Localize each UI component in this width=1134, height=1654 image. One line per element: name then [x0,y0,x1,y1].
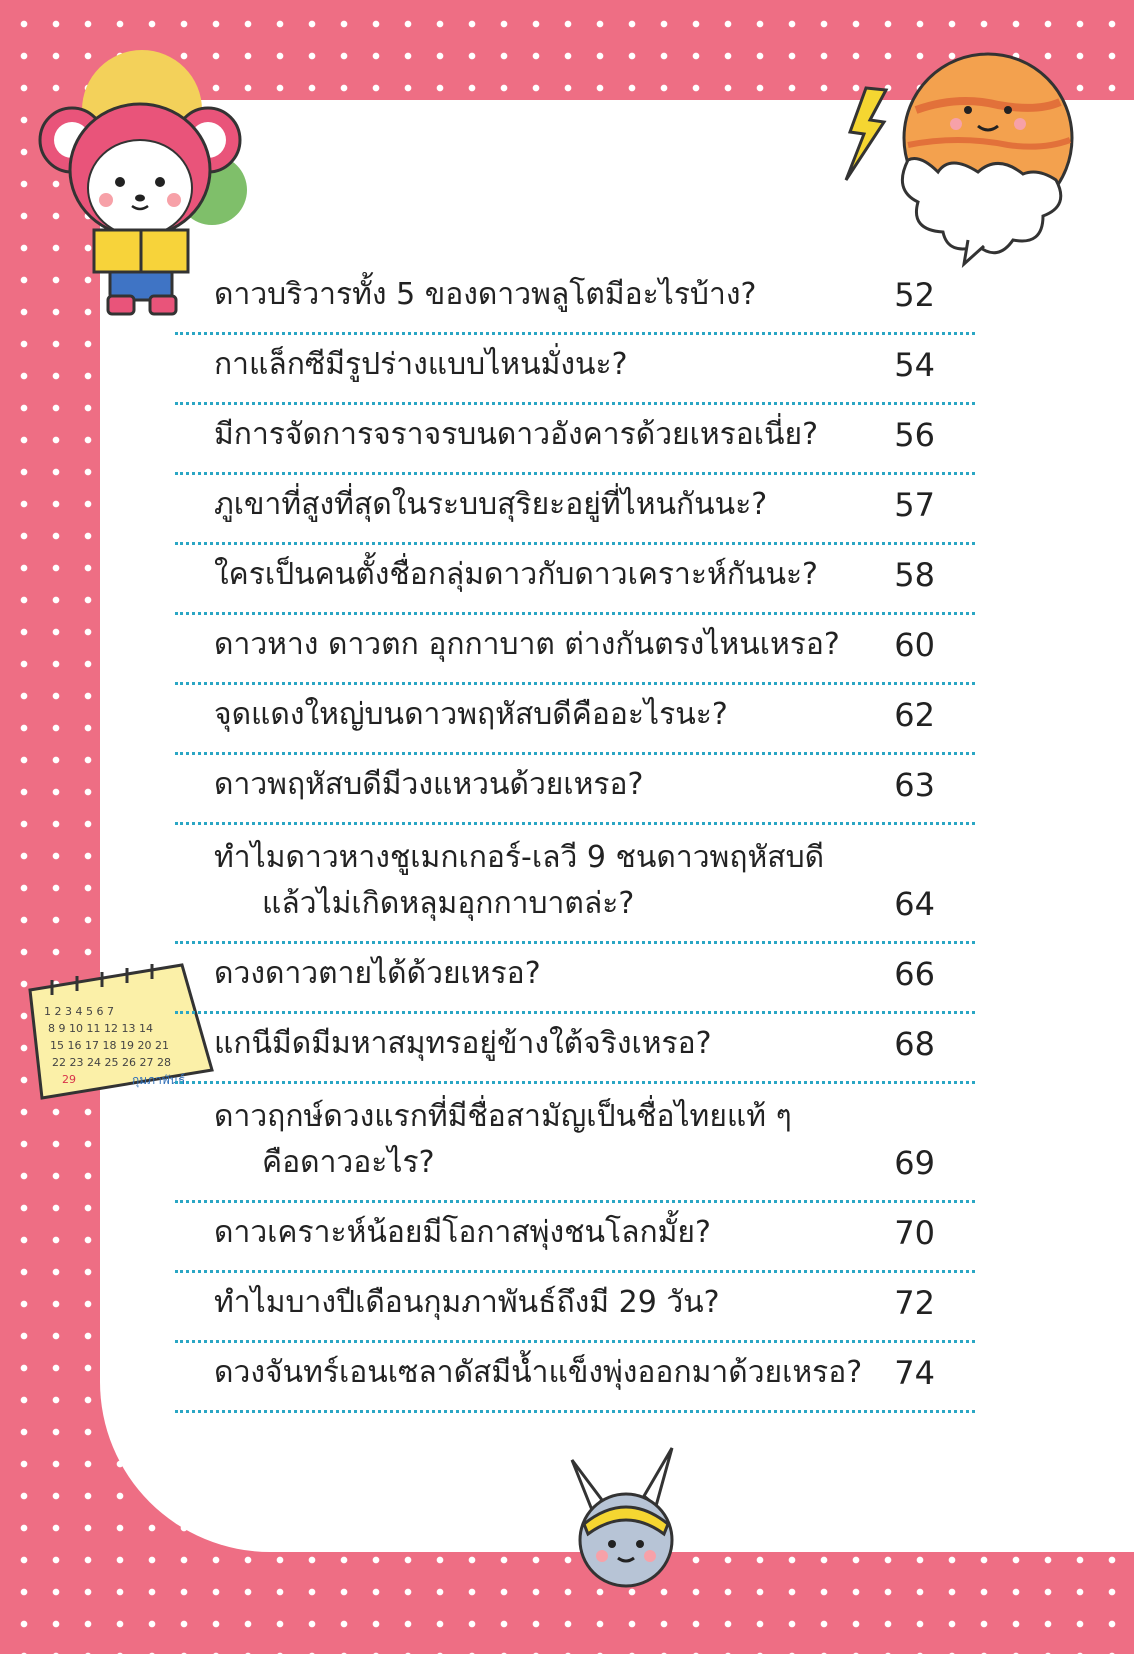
toc-entry-page: 66 [894,955,935,993]
svg-text:22 23 24 25 26 27 28: 22 23 24 25 26 27 28 [52,1056,171,1069]
toc-entry[interactable] [175,1343,975,1413]
toc-entry-page: 57 [894,486,935,524]
toc-entry-title: ดาวบริวารทั้ง 5 ของดาวพลูโตมีอะไรบ้าง? [214,277,757,312]
toc-entry[interactable] [175,1014,975,1084]
svg-text:15 16 17 18 19 20 21: 15 16 17 18 19 20 21 [50,1039,169,1052]
toc-entry[interactable] [175,615,975,685]
table-of-contents [175,265,975,1413]
toc-entry-page: 63 [894,766,935,804]
svg-text:29: 29 [62,1073,76,1086]
toc-entry[interactable] [175,825,975,944]
toc-entry-title: แกนีมีดมีมหาสมุทรอยู่ข้างใต้จริงเหรอ? [214,1026,712,1061]
toc-entry[interactable] [175,405,975,475]
toc-entry[interactable] [175,545,975,615]
toc-entry-title-line1: ทำไมดาวหางชูเมกเกอร์-เลวี 9 ชนดาวพฤหัสบดี [214,840,825,875]
toc-entry-page: 68 [894,1025,935,1063]
toc-entry-title: ใครเป็นคนตั้งชื่อกลุ่มดาวกับดาวเคราะห์กันนะ? [214,557,818,592]
toc-entry-page: 58 [894,556,935,594]
toc-entry-page: 70 [894,1214,935,1252]
toc-entry-title: มีการจัดการจราจรบนดาวอังคารด้วยเหรอเนี่ย? [214,417,819,452]
toc-entry[interactable] [175,265,975,335]
toc-entry-title: ดวงจันทร์เอนเซลาดัสมีน้ำแข็งพุ่งออกมาด้วยเหรอ? [214,1355,863,1390]
toc-entry-title [214,835,824,927]
svg-text:8 9 10 11 12 13 14: 8 9 10 11 12 13 14 [48,1022,153,1035]
toc-entry-title: ทำไมบางปีเดือนกุมภาพันธ์ถึงมี 29 วัน? [214,1285,720,1320]
svg-text:1 2 3 4 5 6 7: 1 2 3 4 5 6 7 [44,1005,114,1018]
moon-character-icon [562,1440,692,1590]
toc-entry-page: 64 [894,885,935,923]
toc-entry-title-line2: คือดาวอะไร? [262,1145,435,1180]
toc-entry-title: จุดแดงใหญ่บนดาวพฤหัสบดีคืออะไรนะ? [214,697,728,732]
toc-entry-title: ดาวหาง ดาวตก อุกกาบาต ต่างกันตรงไหนเหรอ? [214,627,840,662]
toc-entry-title-line1: ดาวฤกษ์ดวงแรกที่มีชื่อสามัญเป็นชื่อไทยแท้ ๆ [214,1099,792,1134]
toc-entry[interactable] [175,685,975,755]
toc-entry[interactable] [175,1203,975,1273]
toc-entry[interactable] [175,475,975,545]
toc-entry-page: 62 [894,696,935,734]
toc-entry-page: 52 [894,276,935,314]
toc-entry-page: 74 [894,1354,935,1392]
toc-entry-page: 60 [894,626,935,664]
toc-entry-title: กาแล็กซีมีรูปร่างแบบไหนมั่งนะ? [214,347,628,382]
toc-entry[interactable] [175,755,975,825]
toc-entry-title-line2: แล้วไม่เกิดหลุมอุกกาบาตล่ะ? [262,886,635,921]
toc-entry-page: 54 [894,346,935,384]
toc-entry-title [214,1094,792,1186]
toc-entry-page: 56 [894,416,935,454]
toc-entry-page: 72 [894,1284,935,1322]
toc-entry[interactable] [175,335,975,405]
toc-entry-title: ภูเขาที่สูงที่สุดในระบบสุริยะอยู่ที่ไหนกันนะ? [214,487,768,522]
toc-entry-title: ดาวเคราะห์น้อยมีโอกาสพุ่งชนโลกมั้ย? [214,1215,711,1250]
toc-entry[interactable] [175,1084,975,1203]
planet-zeus-icon [838,50,1088,270]
toc-entry-title: ดาวพฤหัสบดีมีวงแหวนด้วยเหรอ? [214,767,644,802]
toc-entry[interactable] [175,1273,975,1343]
calendar-caption: กุมภาพันธ์ [132,1073,186,1087]
toc-entry[interactable] [175,944,975,1014]
toc-entry-page: 69 [894,1144,935,1182]
toc-entry-title: ดวงดาวตายได้ด้วยเหรอ? [214,956,541,991]
